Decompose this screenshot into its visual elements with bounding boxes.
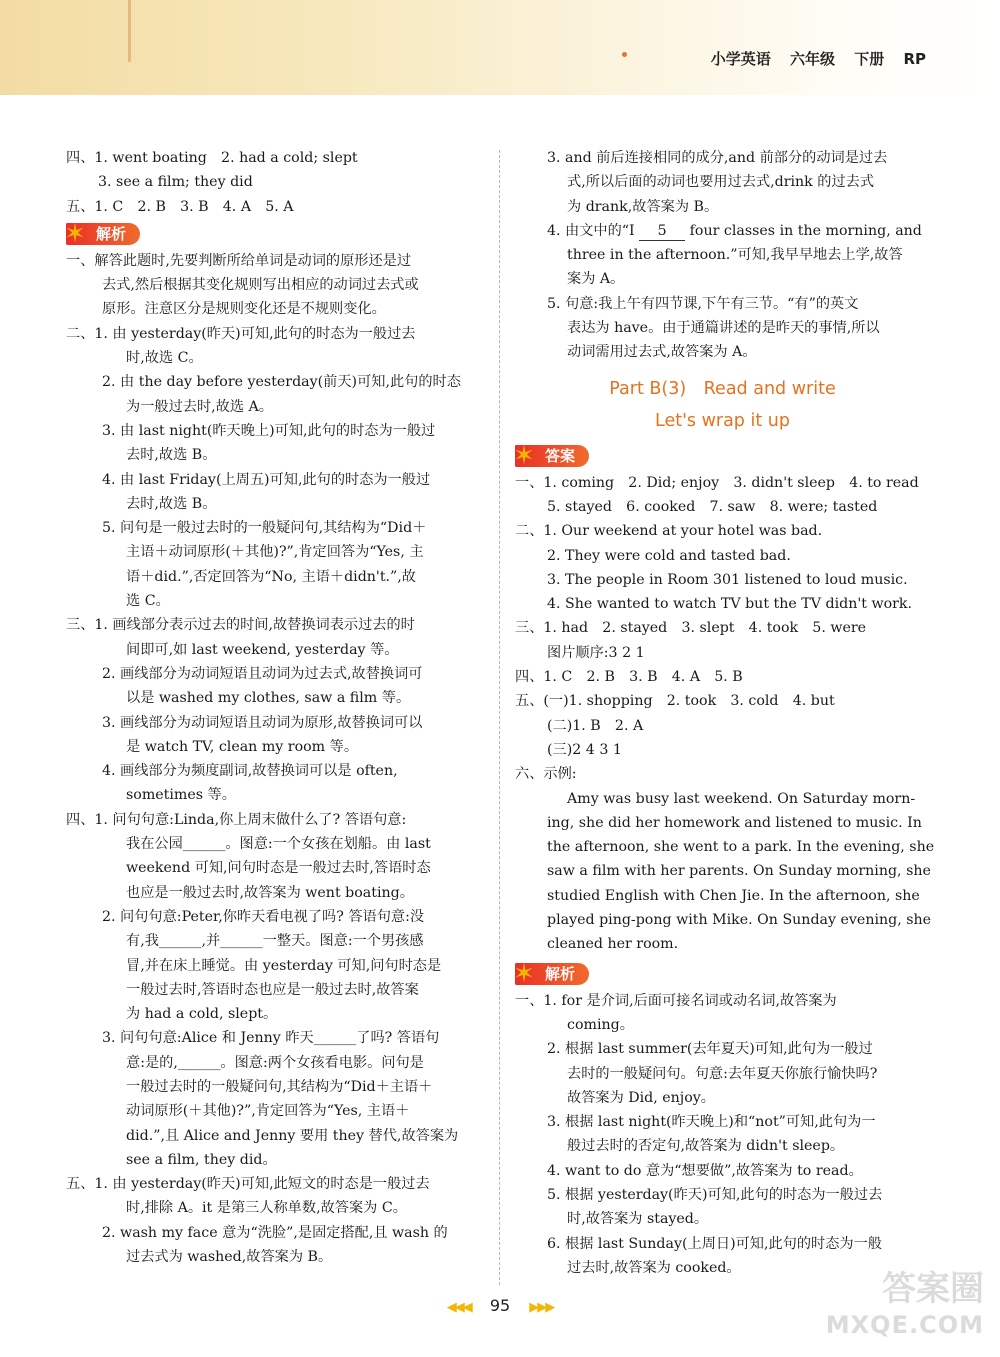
text-line: 2. 由 the day before yesterday(前天)可知,此句的时态 [102, 374, 461, 391]
text-line: 一般过去时的一般疑问句,其结构为“Did＋主语＋ [126, 1078, 433, 1095]
text-line: (三)2 4 3 1 [547, 741, 622, 758]
header-decor-dot [622, 52, 627, 57]
text-segment: 4. 由文中的“I [547, 222, 640, 239]
text-line: 2. 根据 last summer(去年夏天)可知,此句为一般过 [547, 1041, 873, 1058]
text-line: 6. 根据 last Sunday(上周日)可知,此句的时态为一般 [547, 1235, 882, 1252]
text-line: 4. She wanted to watch TV but the TV didn't work. [547, 596, 913, 613]
text-line: 三、1. had 2. stayed 3. slept 4. took 5. were [515, 620, 867, 637]
part-title-line2: Let's wrap it up [655, 410, 790, 431]
text-line: 六、示例: [515, 766, 577, 783]
page-number: 95 [489, 1296, 511, 1315]
text-line: 选 C。 [126, 593, 170, 610]
text-line: 3. see a film; they did [98, 174, 253, 191]
explanation-tag [513, 958, 589, 989]
text-line: 间即可,如 last weekend, yesterday 等。 [126, 641, 399, 658]
text-line: 般过去时的否定句,故答案为 didn't sleep。 [567, 1138, 845, 1155]
text-line: 5. stayed 6. cooked 7. saw 8. were; tasted [547, 498, 878, 515]
term-label: 下册 [854, 50, 885, 68]
text-line: coming。 [567, 1016, 634, 1033]
text-line: 五、(一)1. shopping 2. took 3. cold 4. but [515, 693, 835, 710]
text-line: 四、1. C 2. B 3. B 4. A 5. B [515, 669, 743, 686]
text-line: 也应是一般过去时,故答案为 went boating。 [126, 884, 414, 901]
text-line: 案为 A。 [567, 271, 625, 288]
answer-tag [513, 440, 589, 471]
text-line: 式,所以后面的动词也要用过去式,drink 的过去式 [567, 174, 875, 191]
explanation-tag [64, 218, 140, 249]
text-line: 3. 画线部分为动词短语且动词为原形,故替换词可以 [102, 714, 423, 731]
text-line: 4. 由 last Friday(上周五)可知,此句的时态为一般过 [102, 471, 431, 488]
text-line: 2. They were cold and tasted bad. [547, 547, 791, 564]
text-line: 四、1. went boating 2. had a cold; slept [66, 150, 358, 166]
text-line: sometimes 等。 [126, 787, 236, 804]
text-line: 3. The people in Room 301 listened to loud music. [547, 571, 908, 588]
text-line: 时,排除 A。it 是第三人称单数,故答案为 C。 [126, 1200, 407, 1217]
column-divider [499, 150, 500, 1285]
text-line: 4. 画线部分为频度副词,故替换词可以是 often, [102, 763, 398, 780]
watermark-url: MXQE.COM [825, 1311, 984, 1339]
subject-label: 小学英语 [710, 50, 771, 68]
text-line: 我在公园______。图意:一个女孩在划船。由 last [126, 836, 431, 853]
text-line: 时,故选 C。 [126, 350, 203, 367]
text-line: 2. wash my face 意为“洗脸”,是固定搭配,且 wash 的 [102, 1224, 448, 1241]
watermark-logo-text: 答案圈 [882, 1269, 984, 1309]
grade-label: 六年级 [789, 50, 835, 68]
explanation-tag-label: 解析 [545, 964, 576, 983]
text-line: see a film, they did。 [126, 1151, 277, 1168]
text-line: 4. want to do 意为“想要做”,故答案为 to read。 [547, 1162, 863, 1179]
text-line: 去式,然后根据其变化规则写出相应的动词过去式或 [102, 277, 419, 294]
text-line: 动词原形(＋其他)?”,肯定回答为“Yes, 主语＋ [126, 1103, 410, 1120]
text-line: 时,故答案为 stayed。 [567, 1211, 709, 1228]
text-line: 过去式为 washed,故答案为 B。 [126, 1249, 333, 1266]
explanation-tag-label: 解析 [96, 224, 127, 243]
text-line: (二)1. B 2. A [547, 717, 644, 734]
text-line: ing, she did her homework and listened to music. In [547, 814, 922, 831]
text-line: 语＋did.”,否定回答为“No, 主语＋didn't.”,故 [126, 568, 416, 585]
text-line: 原形。注意区分是规则变化还是不规则变化。 [102, 301, 386, 318]
text-line: 为 had a cold, slept。 [126, 1006, 278, 1023]
text-line: 为 drank,故答案为 B。 [567, 198, 719, 215]
text-line: 五、1. 由 yesterday(昨天)可知,此短文的时态是一般过去 [66, 1176, 430, 1193]
text-line: 冒,并在床上睡觉。由 yesterday 可知,问句时态是 [126, 957, 442, 974]
text-segment: four classes in the morning, and [685, 222, 922, 239]
explanation-list [515, 989, 930, 1281]
text-line: 有,我______,并______一整天。图意:一个男孩感 [126, 933, 424, 950]
text-line: three in the afternoon.”可知,我早早地去上学,故答 [567, 247, 903, 264]
text-line: 去时,故选 B。 [126, 495, 217, 512]
text-line: 2. 问句句意:Peter,你昨天看电视了吗? 答语句意:没 [102, 908, 425, 925]
edition-label: RP [903, 50, 926, 68]
answer-list [515, 471, 935, 957]
right-explanations-continued [515, 146, 930, 365]
text-line: 3. 问句句意:Alice 和 Jenny 昨天______了吗? 答语句 [102, 1030, 440, 1047]
text-line: 图片顺序:3 2 1 [547, 644, 645, 661]
text-line: saw a film with her parents. On Sunday morning, she [547, 863, 931, 880]
header-band [0, 0, 1000, 95]
text-line: 3. 由 last night(昨天晚上)可知,此句的时态为一般过 [102, 422, 436, 439]
text-line: 四、1. 问句句意:Linda,你上周末做什么了? 答语句意: [66, 811, 407, 828]
header-decor-line [128, 0, 131, 62]
text-line: 二、1. Our weekend at your hotel was bad. [515, 523, 823, 540]
text-line: 动词需用过去式,故答案为 A。 [567, 344, 757, 361]
star-icon: ✶ [513, 440, 535, 471]
text-line: 5. 句意:我上午有四节课,下午有三节。“有”的英文 [547, 295, 859, 312]
text-line: cleaned her room. [547, 936, 679, 953]
book-title [711, 48, 926, 69]
text-line: 3. and 前后连接相同的成分,and 前部分的动词是过去 [547, 150, 888, 166]
text-line: 3. 根据 last night(昨天晚上)和“not”可知,此句为一 [547, 1114, 876, 1131]
text-line: 一、1. for 是介词,后面可接名词或动名词,故答案为 [515, 992, 837, 1009]
right-column [513, 146, 935, 1280]
text-line [515, 219, 930, 243]
text-line: did.”,且 Alice and Jenny 要用 they 替代,故答案为 [126, 1127, 459, 1144]
text-line: studied English with Chen Jie. In the afternoon, she [547, 887, 920, 904]
text-line: 5. 根据 yesterday(昨天)可知,此句的时态为一般过去 [547, 1186, 883, 1203]
text-line: 2. 画线部分为动词短语且动词为过去式,故替换词可 [102, 665, 423, 682]
text-line: 一、解答此题时,先要判断所给单词是动词的原形还是过 [66, 252, 412, 269]
star-icon: ✶ [513, 958, 535, 989]
text-line: 为一般过去时,故选 A。 [126, 398, 273, 415]
text-line: 以是 washed my clothes, saw a film 等。 [126, 690, 411, 707]
text-line: weekend 可知,问句时态是一般过去时,答语时态 [126, 860, 431, 877]
answer-tag-label: 答案 [545, 446, 576, 465]
text-line: 意:是的,______。图意:两个女孩看电影。问句是 [126, 1054, 424, 1071]
part-title-line1: Part B(3) Read and write [609, 378, 836, 399]
text-line: Amy was busy last weekend. On Saturday morn- [567, 790, 916, 807]
text-line: the afternoon, she went to a park. In the evening, she [547, 839, 935, 856]
text-line: 去时的一般疑问句。句意:去年夏天你旅行愉快吗? [567, 1065, 878, 1082]
answer-blank: 5 [639, 222, 685, 241]
text-line: 三、1. 画线部分表示过去的时间,故替换词表示过去的时 [66, 617, 415, 634]
text-line: 5. 问句是一般过去时的一般疑问句,其结构为“Did＋ [102, 520, 427, 537]
text-line: 五、1. C 2. B 3. B 4. A 5. A [66, 198, 294, 215]
text-line: 主语＋动词原形(＋其他)?”,肯定回答为“Yes, 主 [126, 544, 424, 561]
text-line: 表达为 have。由于通篇讲述的是昨天的事情,所以 [567, 320, 880, 337]
text-line: 去时,故选 B。 [126, 447, 217, 464]
text-line: 一般过去时,答语时态也应是一般过去时,故答案 [126, 981, 419, 998]
text-line: 是 watch TV, clean my room 等。 [126, 738, 359, 755]
next-arrows-icon: ▶▶▶ [529, 1300, 554, 1315]
watermark-logo [826, 1271, 984, 1343]
left-column [66, 146, 486, 1269]
text-line: 一、1. coming 2. Did; enjoy 3. didn't sleep 4. to read [515, 474, 919, 491]
text-line: 故答案为 Did, enjoy。 [567, 1089, 715, 1106]
text-line: 二、1. 由 yesterday(昨天)可知,此句的时态为一般过去 [66, 325, 416, 342]
prev-arrows-icon: ◀◀◀ [446, 1300, 471, 1315]
text-line: played ping-pong with Mike. On Sunday evening, she [547, 912, 932, 929]
star-icon: ✶ [64, 218, 86, 249]
text-line: 过去时,故答案为 cooked。 [567, 1259, 741, 1276]
